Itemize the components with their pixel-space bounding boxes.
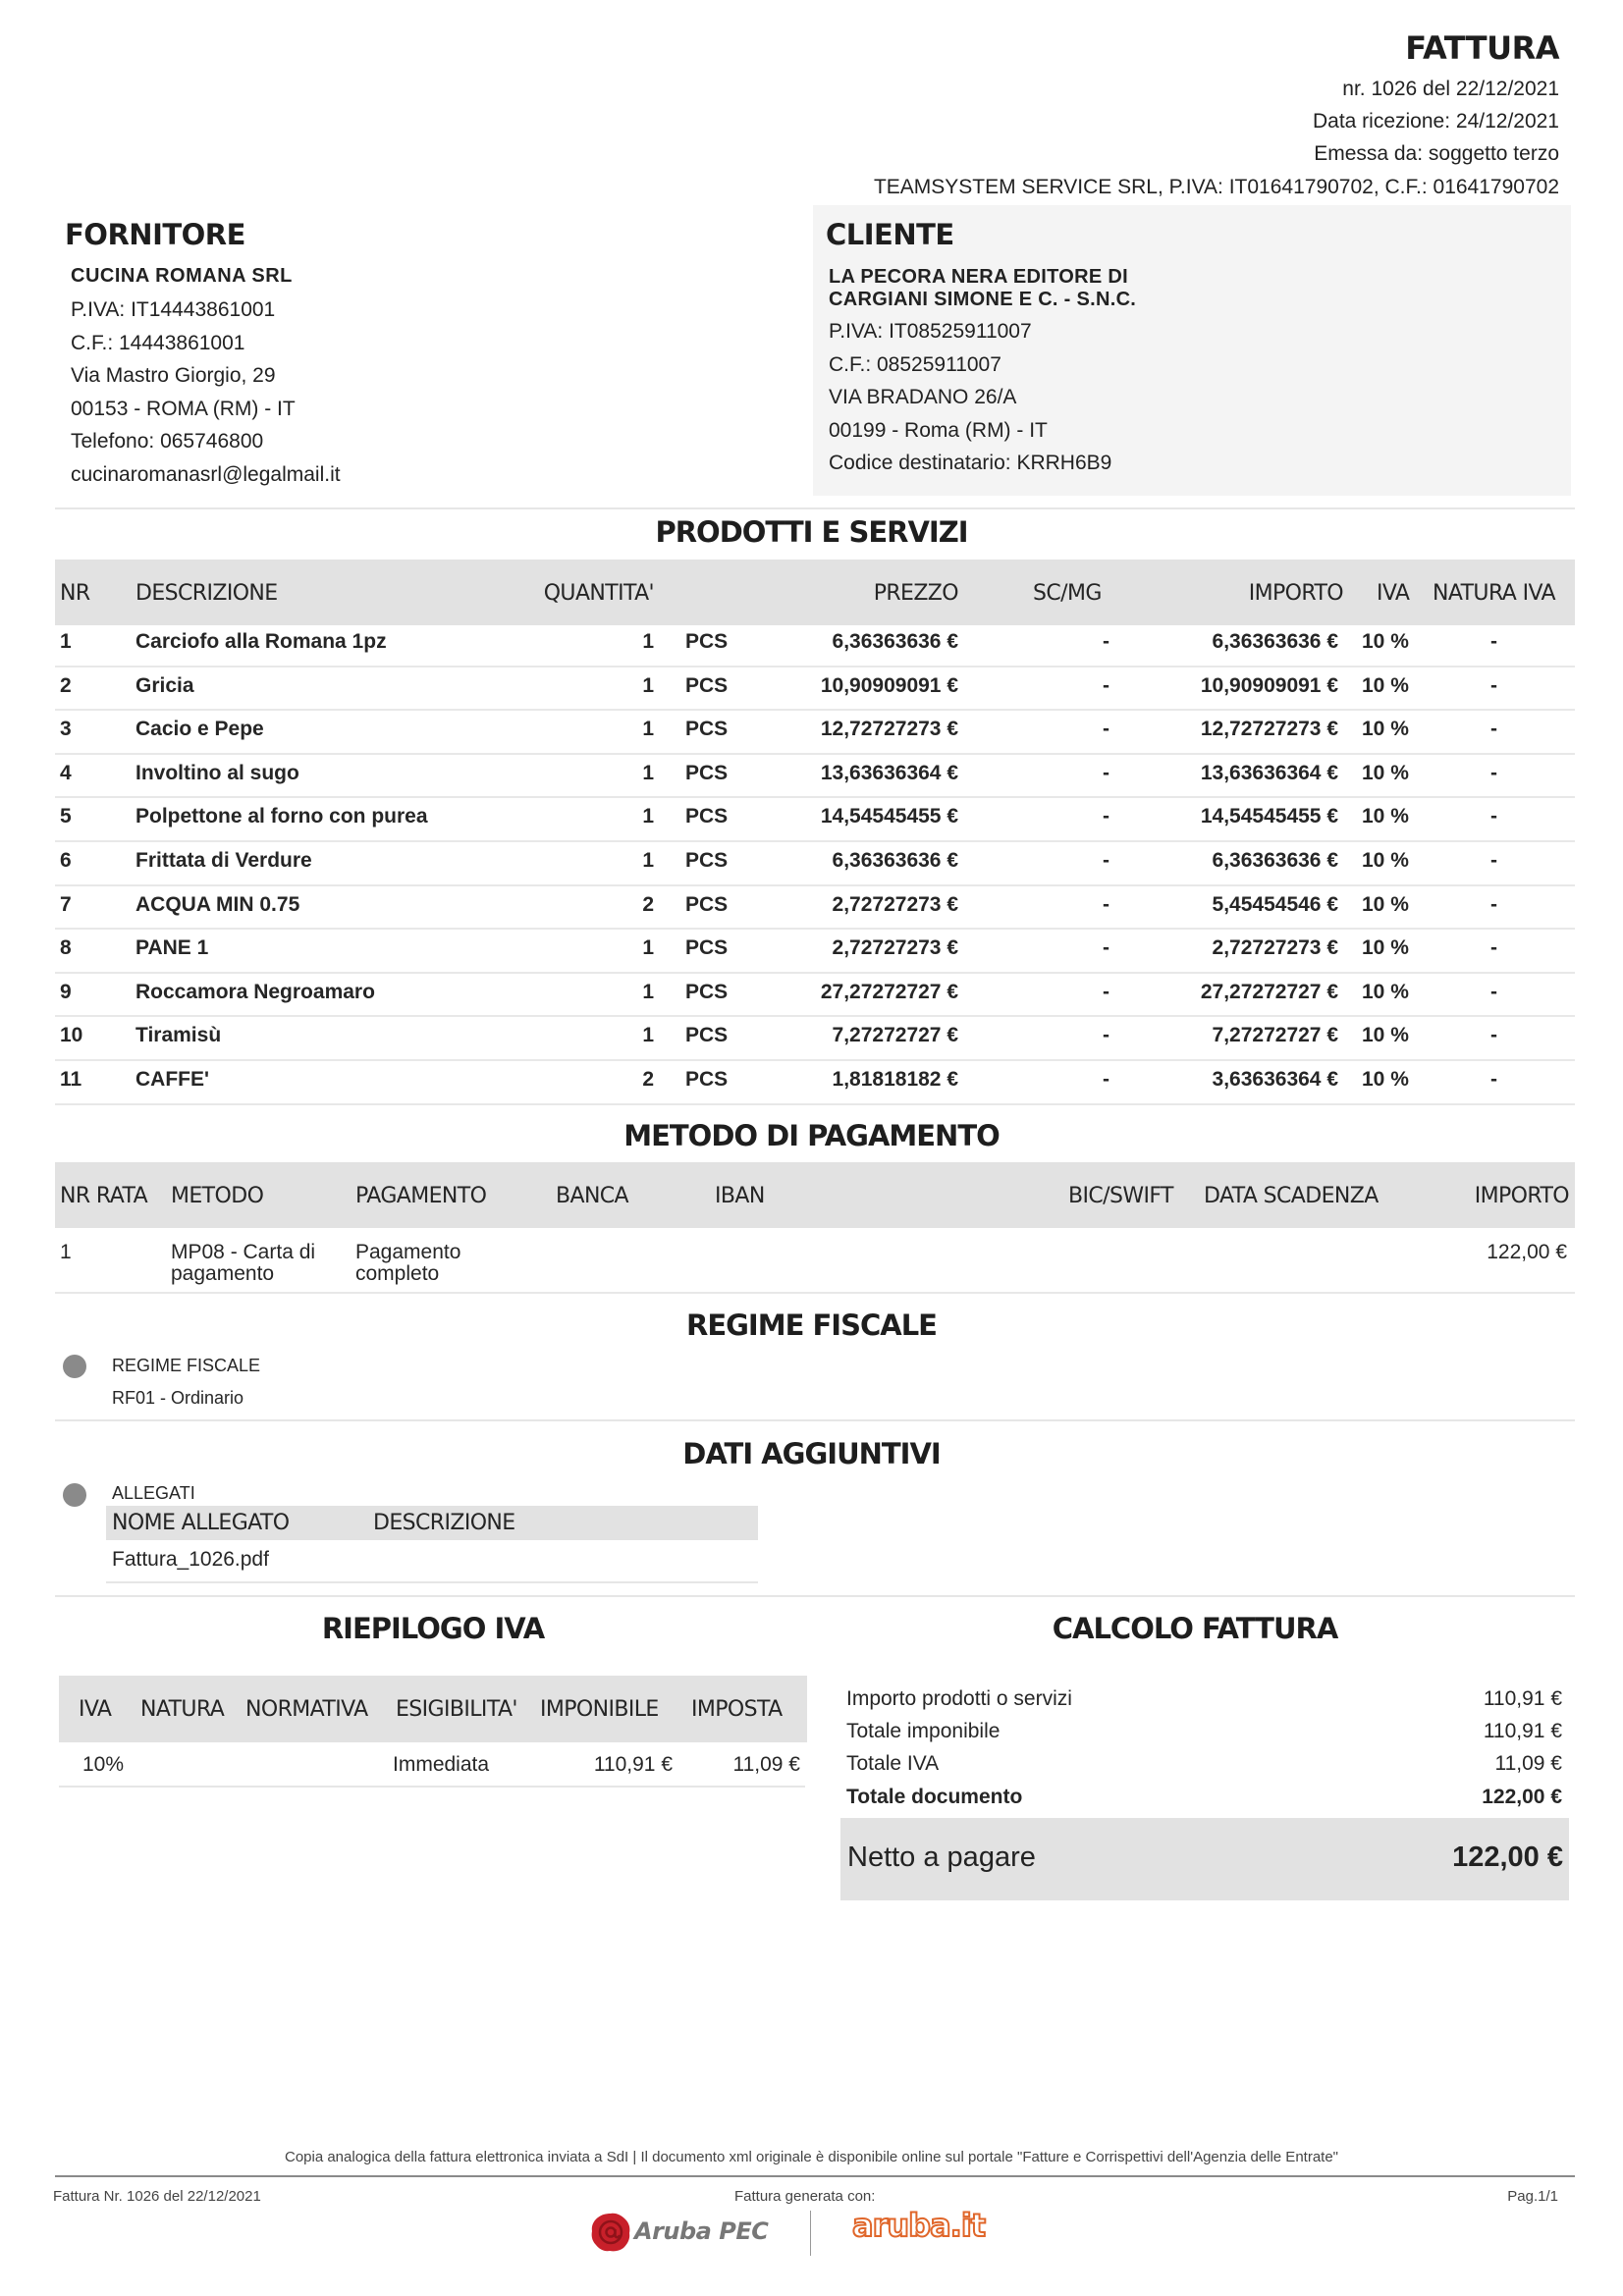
footer-invoice-ref: Fattura Nr. 1026 del 22/12/2021 bbox=[53, 2188, 261, 2205]
col-iban: IBAN bbox=[715, 1184, 765, 1208]
customer-vat: P.IVA: IT08525911007 bbox=[829, 320, 1032, 343]
item-quantity: 1 bbox=[642, 981, 654, 1003]
item-discount: - bbox=[1103, 936, 1109, 959]
item-nr: 1 bbox=[60, 630, 72, 653]
item-vat-nature: - bbox=[1490, 674, 1497, 697]
row-divider bbox=[55, 1103, 1575, 1105]
item-vat: 10 % bbox=[1362, 893, 1409, 916]
col-bank: BANCA bbox=[556, 1184, 629, 1208]
item-vat: 10 % bbox=[1362, 718, 1409, 740]
col-taxable: IMPONIBILE bbox=[540, 1697, 659, 1722]
item-vat-nature: - bbox=[1490, 762, 1497, 784]
item-discount: - bbox=[1103, 1068, 1109, 1091]
item-amount: 10,90909091 € bbox=[1200, 674, 1338, 697]
item-nr: 6 bbox=[60, 849, 72, 872]
item-nr: 8 bbox=[60, 936, 72, 959]
item-quantity: 1 bbox=[642, 849, 654, 872]
customer-name-line1: LA PECORA NERA EDITORE DI bbox=[829, 266, 1128, 288]
supplier-title: FORNITORE bbox=[65, 218, 245, 251]
item-discount: - bbox=[1103, 762, 1109, 784]
item-amount: 2,72727273 € bbox=[1212, 936, 1338, 959]
payment-amount: 122,00 € bbox=[1487, 1241, 1567, 1263]
item-description: ACQUA MIN 0.75 bbox=[135, 893, 300, 916]
row-divider bbox=[55, 796, 1575, 798]
aruba-it-logo: aruba.it bbox=[852, 2207, 986, 2244]
invoice-number: nr. 1026 del 22/12/2021 bbox=[1342, 78, 1559, 100]
item-description: Tiramisù bbox=[135, 1024, 222, 1046]
item-unit: PCS bbox=[685, 936, 729, 959]
divider bbox=[55, 1419, 1575, 1421]
item-unit: PCS bbox=[685, 981, 729, 1003]
supplier-phone: Telefono: 065746800 bbox=[71, 430, 264, 453]
tax-regime-title: REGIME FISCALE bbox=[685, 1308, 937, 1342]
item-description: Gricia bbox=[135, 674, 194, 697]
item-discount: - bbox=[1103, 849, 1109, 872]
item-discount: - bbox=[1103, 630, 1109, 653]
logo-divider bbox=[810, 2211, 811, 2256]
payment-method-line2: pagamento bbox=[171, 1262, 275, 1285]
customer-section bbox=[813, 205, 1571, 496]
customer-address: VIA BRADANO 26/A bbox=[829, 386, 1017, 408]
col-nr: NR bbox=[60, 581, 90, 606]
item-quantity: 1 bbox=[642, 936, 654, 959]
item-discount: - bbox=[1103, 805, 1109, 828]
item-vat-nature: - bbox=[1490, 936, 1497, 959]
customer-city: 00199 - Roma (RM) - IT bbox=[829, 419, 1048, 442]
payment-header bbox=[55, 1162, 1575, 1228]
col-method: METODO bbox=[171, 1184, 264, 1208]
item-vat-nature: - bbox=[1490, 718, 1497, 740]
col-amount: IMPORTO bbox=[1248, 581, 1343, 606]
attachments-header bbox=[106, 1506, 758, 1540]
products-title: PRODOTTI E SERVIZI bbox=[655, 515, 968, 549]
item-amount: 27,27272727 € bbox=[1200, 981, 1338, 1003]
item-nr: 5 bbox=[60, 805, 72, 828]
row-divider bbox=[55, 753, 1575, 755]
tax-regime-value: RF01 - Ordinario bbox=[112, 1388, 244, 1408]
item-quantity: 1 bbox=[642, 1024, 654, 1046]
vat-rate: 10% bbox=[82, 1753, 125, 1776]
item-description: Cacio e Pepe bbox=[135, 718, 264, 740]
payment-method-line1: MP08 - Carta di bbox=[171, 1241, 316, 1263]
row-divider bbox=[55, 666, 1575, 667]
net-to-pay-label: Netto a pagare bbox=[847, 1842, 1036, 1873]
col-description: DESCRIZIONE bbox=[135, 581, 278, 606]
net-to-pay-box bbox=[840, 1818, 1569, 1900]
payment-title: METODO DI PAGAMENTO bbox=[623, 1119, 1000, 1152]
attachment-file[interactable]: Fattura_1026.pdf bbox=[112, 1548, 269, 1571]
bullet-icon bbox=[63, 1355, 86, 1378]
tax-regime-label: REGIME FISCALE bbox=[112, 1356, 261, 1375]
supplier-address: Via Mastro Giorgio, 29 bbox=[71, 364, 276, 387]
item-unit: PCS bbox=[685, 849, 729, 872]
col-discount: SC/MG bbox=[1033, 581, 1102, 606]
customer-title: CLIENTE bbox=[826, 218, 954, 251]
supplier-vat: P.IVA: IT14443861001 bbox=[71, 298, 276, 321]
item-discount: - bbox=[1103, 718, 1109, 740]
col-vat-nature: NATURA IVA bbox=[1433, 581, 1555, 606]
row-divider bbox=[55, 884, 1575, 886]
col-vat: IVA bbox=[1377, 581, 1410, 606]
vat-exigibility: Immediata bbox=[393, 1753, 490, 1776]
item-amount: 5,45454546 € bbox=[1212, 893, 1338, 916]
item-description: Frittata di Verdure bbox=[135, 849, 312, 872]
item-amount: 7,27272727 € bbox=[1212, 1024, 1338, 1046]
col-bic: BIC/SWIFT bbox=[1068, 1184, 1173, 1208]
item-vat: 10 % bbox=[1362, 1068, 1409, 1091]
item-price: 1,81818182 € bbox=[832, 1068, 958, 1091]
item-description: Roccamora Negroamaro bbox=[135, 981, 375, 1003]
item-nr: 10 bbox=[60, 1024, 83, 1046]
item-amount: 6,36363636 € bbox=[1212, 630, 1338, 653]
item-unit: PCS bbox=[685, 805, 729, 828]
calc-value: 11,09 € bbox=[1494, 1752, 1562, 1775]
item-quantity: 1 bbox=[642, 674, 654, 697]
calc-total-label: Totale documento bbox=[846, 1786, 1023, 1808]
footer-generated-with: Fattura generata con: bbox=[734, 2188, 876, 2205]
pec-logo-text: Aruba PEC bbox=[634, 2217, 769, 2245]
pec-seal-icon bbox=[589, 2211, 632, 2254]
item-amount: 12,72727273 € bbox=[1200, 718, 1338, 740]
row-divider bbox=[55, 1015, 1575, 1017]
item-vat-nature: - bbox=[1490, 1024, 1497, 1046]
intermediary: TEAMSYSTEM SERVICE SRL, P.IVA: IT01641790702, C.F.: 01641790702 bbox=[873, 176, 1559, 198]
col-regulation: NORMATIVA bbox=[245, 1697, 368, 1722]
item-price: 12,72727273 € bbox=[820, 718, 958, 740]
calc-label: Totale IVA bbox=[846, 1752, 940, 1775]
vat-taxable: 110,91 € bbox=[593, 1753, 673, 1776]
item-quantity: 2 bbox=[642, 893, 654, 916]
col-price: PREZZO bbox=[873, 581, 958, 606]
item-discount: - bbox=[1103, 674, 1109, 697]
row-divider bbox=[59, 1786, 805, 1788]
item-discount: - bbox=[1103, 981, 1109, 1003]
footer-divider bbox=[55, 2175, 1575, 2177]
issued-by: Emessa da: soggetto terzo bbox=[1314, 142, 1559, 165]
item-vat: 10 % bbox=[1362, 805, 1409, 828]
col-installment: NR RATA bbox=[60, 1184, 148, 1208]
row-divider bbox=[55, 1292, 1575, 1294]
net-to-pay-value: 122,00 € bbox=[1452, 1842, 1563, 1873]
bullet-icon bbox=[63, 1483, 86, 1507]
item-vat-nature: - bbox=[1490, 849, 1497, 872]
vat-summary-title: RIEPILOGO IVA bbox=[321, 1612, 545, 1645]
col-attachment-description: DESCRIZIONE bbox=[373, 1511, 515, 1535]
item-description: PANE 1 bbox=[135, 936, 209, 959]
item-price: 7,27272727 € bbox=[832, 1024, 958, 1046]
payment-type-line1: Pagamento bbox=[355, 1241, 461, 1263]
item-description: Involtino al sugo bbox=[135, 762, 299, 784]
item-nr: 9 bbox=[60, 981, 72, 1003]
row-divider bbox=[55, 709, 1575, 711]
item-unit: PCS bbox=[685, 718, 729, 740]
col-payment-amount: IMPORTO bbox=[1474, 1184, 1569, 1208]
item-unit: PCS bbox=[685, 762, 729, 784]
item-vat-nature: - bbox=[1490, 805, 1497, 828]
supplier-city: 00153 - ROMA (RM) - IT bbox=[71, 398, 296, 420]
supplier-name: CUCINA ROMANA SRL bbox=[71, 265, 293, 287]
item-vat: 10 % bbox=[1362, 1024, 1409, 1046]
item-discount: - bbox=[1103, 1024, 1109, 1046]
item-nr: 4 bbox=[60, 762, 72, 784]
installment-nr: 1 bbox=[60, 1241, 72, 1263]
item-description: CAFFE' bbox=[135, 1068, 209, 1091]
aruba-pec-logo bbox=[589, 2211, 781, 2254]
col-exigibility: ESIGIBILITA' bbox=[396, 1697, 517, 1722]
item-vat: 10 % bbox=[1362, 630, 1409, 653]
item-vat-nature: - bbox=[1490, 630, 1497, 653]
divider bbox=[106, 1581, 758, 1583]
invoice-title: FATTURA bbox=[1405, 29, 1559, 67]
item-vat: 10 % bbox=[1362, 849, 1409, 872]
supplier-tax-code: C.F.: 14443861001 bbox=[71, 332, 245, 354]
vat-summary-header bbox=[59, 1676, 807, 1742]
item-nr: 3 bbox=[60, 718, 72, 740]
item-price: 6,36363636 € bbox=[832, 849, 958, 872]
calc-value: 110,91 € bbox=[1483, 1687, 1562, 1710]
item-vat: 10 % bbox=[1362, 762, 1409, 784]
row-divider bbox=[55, 1059, 1575, 1061]
col-quantity: QUANTITA' bbox=[543, 581, 654, 606]
calculation-title: CALCOLO FATTURA bbox=[1052, 1612, 1338, 1645]
item-nr: 7 bbox=[60, 893, 72, 916]
item-price: 14,54545455 € bbox=[820, 805, 958, 828]
row-divider bbox=[55, 840, 1575, 842]
item-quantity: 1 bbox=[642, 762, 654, 784]
item-price: 6,36363636 € bbox=[832, 630, 958, 653]
col-attachment-name: NOME ALLEGATO bbox=[112, 1511, 290, 1535]
customer-name-line2: CARGIANI SIMONE E C. - S.N.C. bbox=[829, 289, 1137, 310]
item-description: Carciofo alla Romana 1pz bbox=[135, 630, 387, 653]
item-price: 13,63636364 € bbox=[820, 762, 958, 784]
item-amount: 3,63636364 € bbox=[1212, 1068, 1338, 1091]
col-vat-rate: IVA bbox=[79, 1697, 112, 1722]
item-amount: 14,54545455 € bbox=[1200, 805, 1338, 828]
row-divider bbox=[55, 972, 1575, 974]
row-divider bbox=[55, 928, 1575, 930]
item-amount: 13,63636364 € bbox=[1200, 762, 1338, 784]
item-unit: PCS bbox=[685, 1024, 729, 1046]
footer-page: Pag.1/1 bbox=[1507, 2188, 1558, 2205]
item-nr: 11 bbox=[60, 1068, 82, 1091]
vat-tax: 11,09 € bbox=[732, 1753, 800, 1776]
supplier-email: cucinaromanasrl@legalmail.it bbox=[71, 463, 341, 486]
payment-type-line2: completo bbox=[355, 1262, 440, 1285]
col-nature: NATURA bbox=[140, 1697, 225, 1722]
col-tax: IMPOSTA bbox=[691, 1697, 783, 1722]
calc-label: Importo prodotti o servizi bbox=[846, 1687, 1072, 1710]
item-price: 10,90909091 € bbox=[820, 674, 958, 697]
col-due-date: DATA SCADENZA bbox=[1204, 1184, 1379, 1208]
item-vat: 10 % bbox=[1362, 981, 1409, 1003]
col-payment: PAGAMENTO bbox=[355, 1184, 487, 1208]
attachments-label: ALLEGATI bbox=[112, 1483, 195, 1503]
item-quantity: 1 bbox=[642, 718, 654, 740]
item-unit: PCS bbox=[685, 630, 729, 653]
item-vat-nature: - bbox=[1490, 893, 1497, 916]
item-quantity: 2 bbox=[642, 1068, 654, 1091]
item-price: 27,27272727 € bbox=[820, 981, 958, 1003]
divider bbox=[55, 507, 1575, 509]
item-amount: 6,36363636 € bbox=[1212, 849, 1338, 872]
item-quantity: 1 bbox=[642, 805, 654, 828]
customer-tax-code: C.F.: 08525911007 bbox=[829, 353, 1001, 376]
item-vat: 10 % bbox=[1362, 936, 1409, 959]
item-unit: PCS bbox=[685, 1068, 729, 1091]
calc-total-value: 122,00 € bbox=[1482, 1786, 1562, 1808]
calc-label: Totale imponibile bbox=[846, 1720, 1001, 1742]
item-vat-nature: - bbox=[1490, 981, 1497, 1003]
item-unit: PCS bbox=[685, 893, 729, 916]
item-discount: - bbox=[1103, 893, 1109, 916]
item-description: Polpettone al forno con purea bbox=[135, 805, 428, 828]
item-nr: 2 bbox=[60, 674, 72, 697]
additional-title: DATI AGGIUNTIVI bbox=[682, 1437, 941, 1470]
item-price: 2,72727273 € bbox=[832, 893, 958, 916]
customer-recipient-code: Codice destinatario: KRRH6B9 bbox=[829, 452, 1112, 474]
item-price: 2,72727273 € bbox=[832, 936, 958, 959]
item-vat-nature: - bbox=[1490, 1068, 1497, 1091]
calc-value: 110,91 € bbox=[1483, 1720, 1562, 1742]
footer-disclaimer: Copia analogica della fattura elettronica inviata a SdI | Il documento xml originale è disponibile online sul portale "Fatture e Corrispettivi dell'Agenzia delle Entrate" bbox=[284, 2149, 1338, 2165]
products-header bbox=[55, 560, 1575, 625]
item-quantity: 1 bbox=[642, 630, 654, 653]
item-vat: 10 % bbox=[1362, 674, 1409, 697]
divider bbox=[55, 1595, 1575, 1597]
item-unit: PCS bbox=[685, 674, 729, 697]
received-date: Data ricezione: 24/12/2021 bbox=[1312, 110, 1559, 133]
